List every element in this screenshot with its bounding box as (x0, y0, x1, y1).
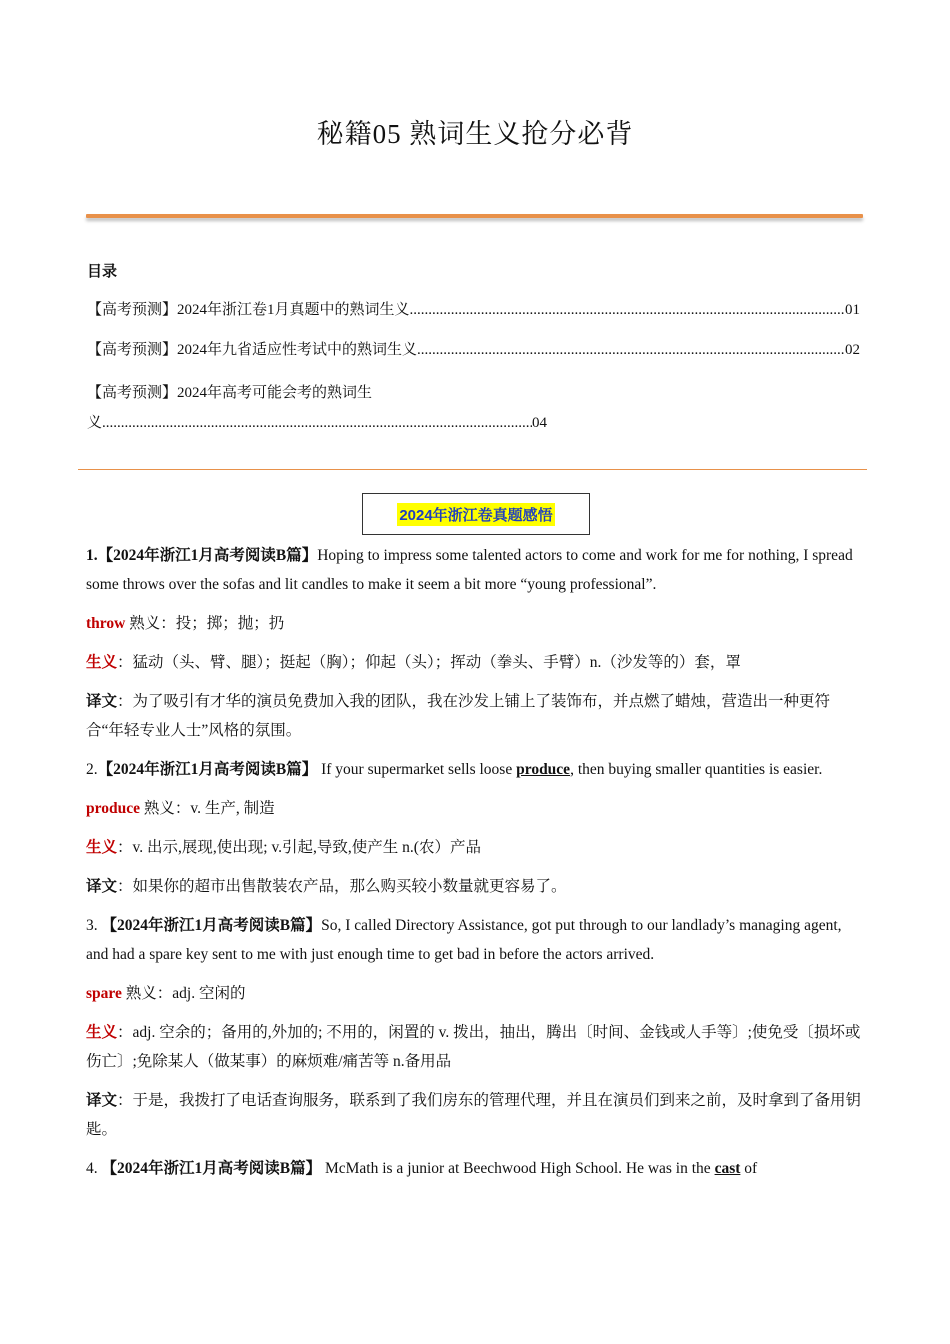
entry-translation (86, 687, 862, 745)
entry-sentence: 2.【2024年浙江1月高考阅读B篇】 If your supermarket sells loose produce, then buying smaller quantities is easier. (86, 761, 823, 778)
translation-label: 译文 (86, 878, 118, 895)
entry-word: throw (86, 615, 126, 632)
familiar-meaning: adj. 空闲的 (172, 985, 246, 1002)
section-banner-label: 2024年浙江卷真题感悟 (397, 503, 554, 526)
entry-text: Hoping to impress some talented actors to come and work for me for nothing, I spread some throws over the sofas and lit candles to make it seem a bit more “young professional”. (86, 547, 853, 593)
entries (86, 541, 862, 1193)
translation-text: ：如果你的超市出售散装农产品，那么购买较小数量就更容易了。 (117, 878, 567, 895)
entry-word: produce (86, 800, 140, 817)
title-divider (86, 214, 863, 218)
familiar-label: 熟义： (121, 985, 173, 1002)
toc-item[interactable] (87, 338, 860, 359)
toc-item[interactable] (87, 298, 860, 319)
entry-translation (86, 1086, 862, 1144)
entry-text: of (740, 1160, 758, 1177)
familiar-label: 熟义： (139, 800, 191, 817)
new-meaning: ：v. 出示,展现,使出现; v.引起,导致,使产生 n.(农）产品 (117, 839, 481, 856)
entry-number: 3 (86, 917, 94, 934)
entry-familiar (86, 979, 862, 1008)
entry-keyword: produce (516, 761, 571, 778)
new-meaning: ：猛动（头、臂、腿）；挺起（胸）；仰起（头）；挥动（拳头、手臂）n.（沙发等的）套，罩 (117, 654, 741, 671)
section-banner (362, 493, 590, 535)
new-meaning: ：adj. 空余的；备用的,外加的; 不用的，闲置的 v. 拨出，抽出，腾出〔时间、金钱或人手等〕;使免受〔损坏或伤亡〕;免除某人（做某事）的麻烦难/痛苦等 n.备用品 (86, 1024, 861, 1070)
toc-leader (417, 342, 845, 359)
toc-leader (410, 302, 845, 319)
entry-text: So, I called Directory Assistance, got put through to our landlady’s managing agent, and had a spare key sent to me with just enough time to get bad in before the actors arrived. (86, 917, 842, 963)
entry-source: 【2024年浙江1月高考阅读B篇】 (97, 547, 318, 564)
new-meaning-label: 生义 (86, 654, 118, 671)
entry-text: McMath is a junior at Beechwood High School. He was in the (321, 1160, 715, 1177)
entry-number: 4 (86, 1160, 94, 1177)
entry-translation (86, 872, 862, 901)
toc-item-text: 【高考预测】2024年浙江卷1月真题中的熟词生义 (87, 302, 410, 318)
entry-source: 【2024年浙江1月高考阅读B篇】 (101, 917, 322, 934)
entry-number: 1 (86, 547, 94, 564)
entry-new-meaning (86, 648, 862, 677)
toc-item[interactable] (87, 378, 547, 438)
entry-source: 【2024年浙江1月高考阅读B篇】 (97, 761, 318, 778)
toc-heading: 目录 (87, 264, 118, 280)
entry-new-meaning (86, 1018, 862, 1076)
familiar-meaning: 投；掷；抛；扔 (175, 615, 285, 632)
new-meaning-label: 生义 (86, 839, 118, 856)
entry-sentence: 4. 【2024年浙江1月高考阅读B篇】 McMath is a junior at Beechwood High School. He was in the cast of (86, 1160, 758, 1177)
entry-sentence: 3. 【2024年浙江1月高考阅读B篇】So, I called Directory Assistance, got put through to our landlady’s managing agent, and had a spare key sent to me with just enough time to get bad in before the actors arrived. (86, 917, 842, 963)
toc-item-page: 02 (845, 342, 860, 358)
entry-source: 【2024年浙江1月高考阅读B篇】 (101, 1160, 322, 1177)
translation-text: ：于是，我拨打了电话查询服务，联系到了我们房东的管理代理，并且在演员们到来之前，及时拿到了备用钥匙。 (86, 1092, 862, 1138)
entry-text: If your supermarket sells loose (317, 761, 517, 778)
familiar-label: 熟义： (129, 615, 176, 632)
entry-number: 2 (86, 761, 94, 778)
entry-keyword: cast (714, 1160, 741, 1177)
entry-familiar (86, 794, 862, 823)
new-meaning-label: 生义 (86, 1024, 118, 1041)
familiar-meaning: v. 生产, 制造 (190, 800, 275, 817)
toc-item-text-cont: 义 (87, 415, 103, 431)
entry-new-meaning (86, 833, 862, 862)
section-divider (78, 469, 867, 470)
entry-sentence: 1.【2024年浙江1月高考阅读B篇】Hoping to impress some talented actors to come and work for me for nothing, I spread some throws over the sofas and lit candles to make it seem a bit more “young professional”. (86, 547, 853, 593)
entry-familiar (86, 609, 862, 638)
entry-word: spare (86, 985, 122, 1002)
toc-leader (102, 408, 532, 438)
translation-label: 译文 (86, 1092, 118, 1109)
toc-item-page: 04 (532, 415, 547, 431)
toc-item-page: 01 (845, 302, 860, 318)
toc-item-text: 【高考预测】2024年高考可能会考的熟词生 (87, 385, 373, 401)
translation-label: 译文 (86, 693, 118, 710)
translation-text: ：为了吸引有才华的演员免费加入我的团队，我在沙发上铺上了装饰布，并点燃了蜡烛，营造出一种更符合“年轻专业人士”风格的氛围。 (86, 693, 831, 739)
toc-item-text: 【高考预测】2024年九省适应性考试中的熟词生义 (87, 342, 418, 358)
page-title: 秘籍05 熟词生义抢分必背 (316, 119, 634, 149)
entry-text: , then buying smaller quantities is easier. (570, 761, 823, 778)
